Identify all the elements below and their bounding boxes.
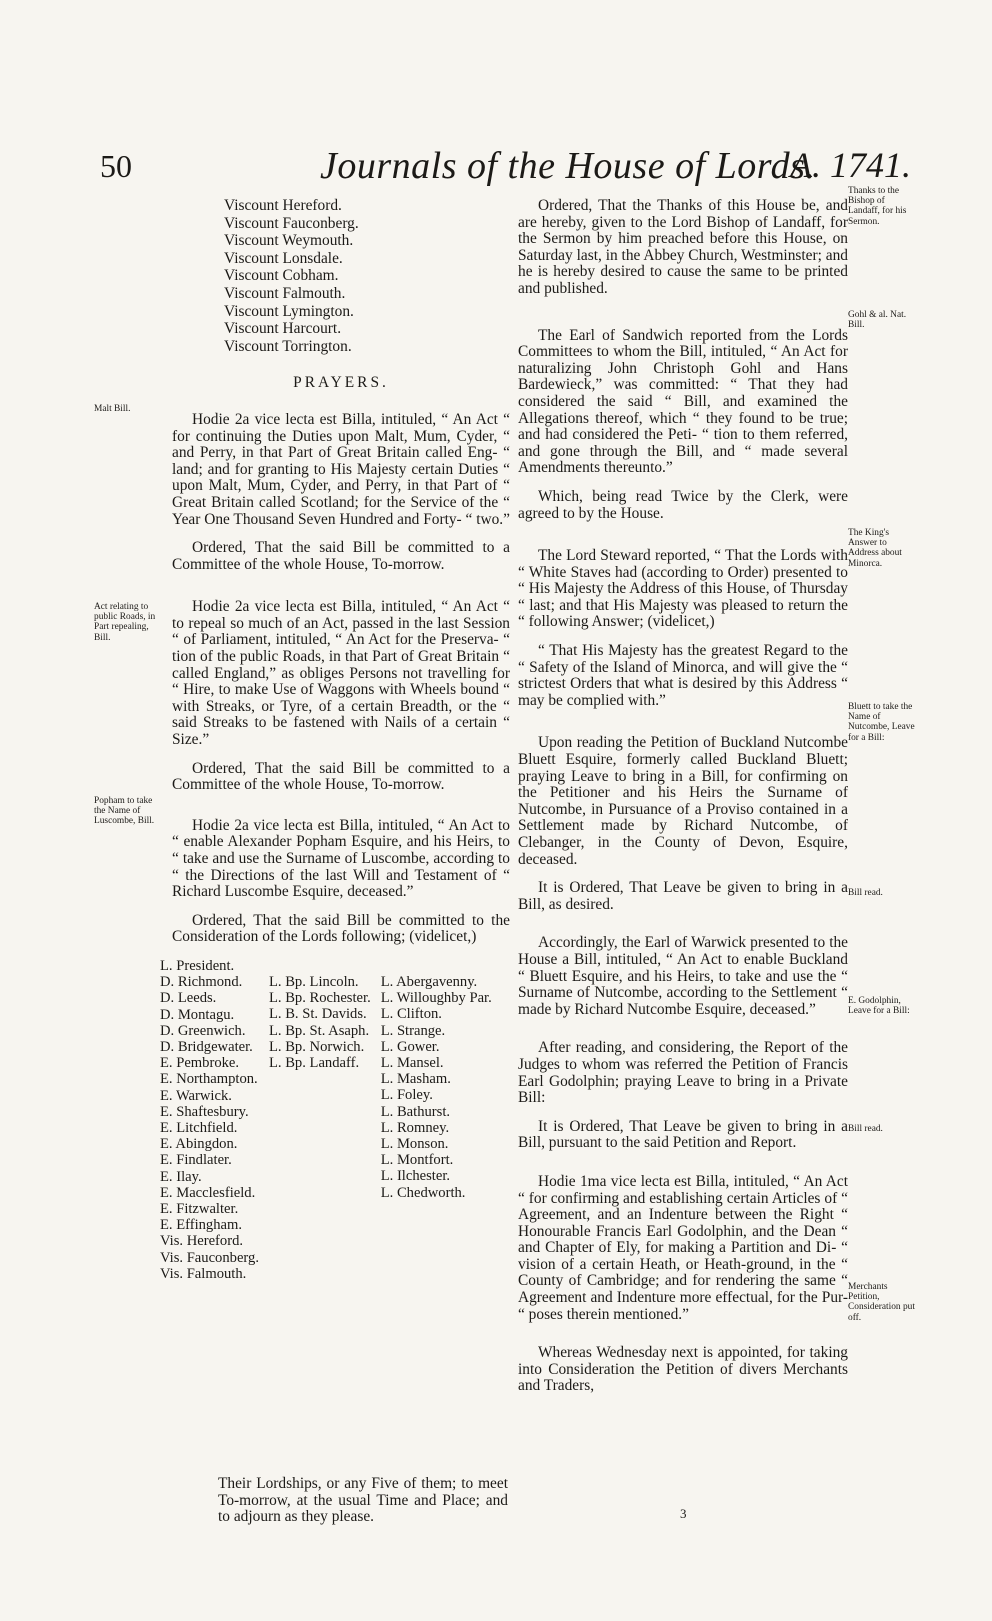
lord-entry: L. Abergavenny. bbox=[380, 973, 478, 990]
peer-entry: Viscount Lonsdale. bbox=[224, 249, 343, 267]
peer-entry: Viscount Harcourt. bbox=[224, 320, 342, 338]
lord-entry: E. Northampton. bbox=[160, 1071, 258, 1088]
lord-entry: D. Greenwich. bbox=[160, 1022, 246, 1039]
warwick-bill-entry: Accordingly, the Earl of Warwick presented to the House a Bill, intituled, “ An Act to enable Buckland “ Bluett Esquire, and his Heirs, to take and use the “ Surname of Nutcombe, according to the Settlement “ made by Richard Nutcombe Esquire, deceased.” bbox=[518, 934, 848, 1018]
lord-entry: E. Ilay. bbox=[160, 1168, 202, 1185]
lord-entry: D. Leeds. bbox=[160, 990, 217, 1007]
lord-entry: L. Montfort. bbox=[380, 1152, 454, 1169]
peer-entry: Viscount Cobham. bbox=[224, 267, 339, 285]
lord-entry: L. Ilchester. bbox=[380, 1168, 451, 1185]
margin-note-malt: Malt Bill. bbox=[94, 404, 131, 414]
lord-entry: L. B. St. Davids. bbox=[268, 1006, 367, 1023]
lord-entry: L. Bp. Lincoln. bbox=[268, 973, 359, 990]
peer-entry: Viscount Torrington. bbox=[224, 337, 352, 355]
lord-entry: L. Foley. bbox=[380, 1087, 433, 1104]
roads-bill-entry: Hodie 2a vice lecta est Billa, intituled, “ An Act “ to repeal so much of an Act, passed in the last Session “ of Parliament, intituled, “ An Act for the Preserva- “ tion of the public Roads, in that Part of Great Britain “ called England,” as obliges Persons not travelling for “ Hire, to make Use of Waggons with Wheels bound “ with Streaks, or Tyre, of a certain Breadth, or the “ said Streaks to be fastened with Nails of a certain “ Size.” bbox=[172, 598, 510, 749]
viscount-list bbox=[172, 198, 510, 355]
merchants-entry: Whereas Wednesday next is appointed, for taking into Consideration the Petition of divers Merchants and Traders, bbox=[518, 1344, 848, 1395]
gohl-agreed-entry: Which, being read Twice by the Clerk, were agreed to by the House. bbox=[518, 487, 848, 522]
gohl-report-entry: The Earl of Sandwich reported from the Lords Committees to whom the Bill, intituled, “ An Act for naturalizing John Christoph Gohl and Hans Bardewieck,” was committed: “ That they had considered the said “ Bill, and examined the Allegations thereof, which “ they found to be true; and had considered the Peti- “ tion to them referred, and gone through the Bill, and “ made several Amendments thereunto.” bbox=[518, 326, 848, 477]
lord-entry: D. Montagu. bbox=[160, 1006, 235, 1023]
ely-bill-entry: Hodie 1ma vice lecta est Billa, intituled, “ An Act “ for confirming and establishing certain Articles of “ Agreement, and an Indenture between the Right “ Honourable Francis Earl Godolphin, and the Dean “ and Chapter of Ely, for making a Partition and Di- “ vision of a certain Heath, or Heath-ground, in the “ County of Cambridge; and for rendering the same “ Agreement and Indenture more effectual, for the Pur- “ poses therein mentioned.” bbox=[518, 1172, 848, 1323]
lord-entry: E. Effingham. bbox=[160, 1217, 243, 1234]
lords-column-3 bbox=[381, 974, 492, 1282]
lord-entry: L. Bp. Landaff. bbox=[268, 1054, 360, 1071]
lord-entry: L. Clifton. bbox=[380, 1006, 442, 1023]
signature-mark: 3 bbox=[680, 1506, 687, 1521]
lord-entry: L. Chedworth. bbox=[380, 1184, 466, 1201]
margin-note-bill-read-1: Bill read. bbox=[848, 888, 883, 898]
page-number: 50 bbox=[100, 148, 132, 184]
lord-entry: L. Romney. bbox=[380, 1119, 450, 1136]
peer-entry: Viscount Falmouth. bbox=[224, 284, 346, 302]
peer-entry: Viscount Lymington. bbox=[224, 302, 354, 320]
margin-note-bill-read-2: Bill read. bbox=[848, 1124, 883, 1134]
lord-entry: E. Abingdon. bbox=[160, 1136, 238, 1153]
lord-entry: E. Pembroke. bbox=[160, 1055, 240, 1072]
lord-entry: L. Strange. bbox=[380, 1022, 446, 1039]
lord-entry: L. Monson. bbox=[380, 1136, 449, 1152]
godolphin-petition: After reading, and considering, the Report of the Judges to whom was referred the Petition of Francis Earl Godolphin; praying Leave to bring in a Private Bill: bbox=[518, 1039, 848, 1107]
lord-entry: Vis. Falmouth. bbox=[160, 1265, 247, 1282]
lord-entry: L. Bp. Rochester. bbox=[268, 990, 371, 1007]
margin-note-thanks: Thanks to the Bishop of Landaff, for his Sermon. bbox=[848, 186, 907, 227]
lord-entry: L. Gower. bbox=[380, 1038, 440, 1055]
godolphin-order: It is Ordered, That Leave be given to bring in a Bill, pursuant to the said Petition and Report. bbox=[518, 1117, 848, 1152]
lords-column-2 bbox=[269, 974, 371, 1282]
margin-note-king: The King's Answer to Address about Minorca. bbox=[848, 528, 902, 569]
malt-bill-entry: Hodie 2a vice lecta est Billa, intituled, “ An Act “ for continuing the Duties upon Malt, Mum, Cyder, “ and Perry, in that Part of Great Britain called Eng- “ land; and for granting to His Majesty certain Duties “ upon Malt, Mum, Cyder, and Perry, in that Part of “ Great Britain called Scotland; for the Service of the “ Year One Thousand Seven Hundred and Forty- “ two.” bbox=[172, 410, 510, 528]
roads-bill-order: Ordered, That the said Bill be committed to a Committee of the whole House, To-morrow. bbox=[172, 759, 510, 794]
lord-entry: E. Warwick. bbox=[160, 1087, 232, 1104]
lord-steward-report: The Lord Steward reported, “ That the Lords with “ White Staves had (according to Order) presented to “ His Majesty the Address of this House, of Thursday “ last; and that His Majesty was pleased to return the “ following Answer; (videlicet,) bbox=[518, 547, 848, 631]
lord-entry: E. Fitzwalter. bbox=[160, 1201, 239, 1218]
margin-note-popham: Popham to take the Name of Luscombe, Bill. bbox=[94, 796, 155, 827]
margin-note-bluett: Bluett to take the Name of Nutcombe, Leave for a Bill: bbox=[848, 702, 915, 743]
margin-note-merchants: Merchants Petition, Consideration put off. bbox=[848, 1282, 915, 1323]
popham-bill-order: Ordered, That the said Bill be committed to the Consideration of the Lords following; (videlicet,) bbox=[172, 911, 510, 946]
thanks-entry: Ordered, That the Thanks of this House be, and are hereby, given to the Lord Bishop of Landaff, for the Sermon by him preached before this House, on Saturday last, in the Abbey Church, Westminster; and he is hereby desired to cause the same to be printed and published. bbox=[518, 197, 848, 297]
right-column bbox=[518, 198, 848, 1407]
committee-closing-text: Their Lordships, or any Five of them; to meet To-morrow, at the usual Time and Place; and to adjourn as they please. bbox=[218, 1475, 508, 1526]
lord-entry: E. Litchfield. bbox=[160, 1120, 238, 1136]
malt-bill-order: Ordered, That the said Bill be committed to a Committee of the whole House, To-morrow. bbox=[172, 539, 510, 573]
lord-entry: E. Findlater. bbox=[160, 1152, 232, 1169]
lord-entry: E. Shaftesbury. bbox=[160, 1103, 249, 1120]
popham-bill-entry: Hodie 2a vice lecta est Billa, intituled, “ An Act to “ enable Alexander Popham Esquire, and his Heirs, to “ take and use the Surname of Luscombe, according to “ the Directions of the last Will and Testament of “ Richard Luscombe Esquire, deceased.” bbox=[172, 816, 510, 901]
margin-note-gohl: Gohl & al. Nat. Bill. bbox=[848, 310, 907, 331]
journal-title: Journals of the House of Lords. bbox=[320, 145, 816, 187]
margin-note-godolphin: E. Godolphin, Leave for a Bill: bbox=[848, 996, 910, 1017]
kings-answer: “ That His Majesty has the greatest Regard to the “ Safety of the Island of Minorca, and will give the “ strictest Orders that what is desired by this Address “ may be complied with.” bbox=[518, 642, 848, 709]
bluett-petition: Upon reading the Petition of Buckland Nutcombe Bluett Esquire, formerly called Buckland Bluett; praying Leave to bring in a Bill, for confirming on the Petitioner and his Heirs the Surname of Nutcombe, in Pursuance of a Proviso contained in a Settlement made by Richard Nutcombe, of Clebanger, in the County of Devon, Esquire, deceased. bbox=[518, 734, 848, 868]
lord-entry: L. Bp. St. Asaph. bbox=[268, 1022, 370, 1039]
lord-entry: L. Bathurst. bbox=[380, 1103, 451, 1120]
lord-entry: Vis. Fauconberg. bbox=[160, 1249, 259, 1266]
lord-entry: L. Mansel. bbox=[380, 1054, 444, 1071]
lords-column-1 bbox=[160, 958, 259, 1282]
bluett-order: It is Ordered, That Leave be given to bring in a Bill, as desired. bbox=[518, 879, 848, 913]
lord-entry: L. Masham. bbox=[380, 1071, 451, 1088]
peer-entry: Viscount Fauconberg. bbox=[224, 214, 359, 232]
lord-entry: L. Bp. Norwich. bbox=[268, 1038, 365, 1055]
lord-entry: Vis. Hereford. bbox=[160, 1233, 244, 1250]
peer-entry: Viscount Hereford. bbox=[224, 197, 342, 214]
lord-entry: D. Richmond. bbox=[160, 974, 243, 991]
left-column bbox=[160, 197, 510, 1296]
lord-entry: L. President. bbox=[160, 957, 235, 974]
committee-lords-list bbox=[160, 958, 510, 1282]
year-heading: A. 1741. bbox=[790, 145, 911, 185]
lord-entry: D. Bridgewater. bbox=[160, 1038, 253, 1055]
prayers-heading: PRAYERS. bbox=[293, 374, 389, 392]
peer-entry: Viscount Weymouth. bbox=[224, 232, 354, 250]
lord-entry: L. Willoughby Par. bbox=[380, 990, 492, 1007]
lord-entry: E. Macclesfield. bbox=[160, 1184, 256, 1201]
margin-note-roads: Act relating to public Roads, in Part repealing, Bill. bbox=[94, 602, 156, 643]
